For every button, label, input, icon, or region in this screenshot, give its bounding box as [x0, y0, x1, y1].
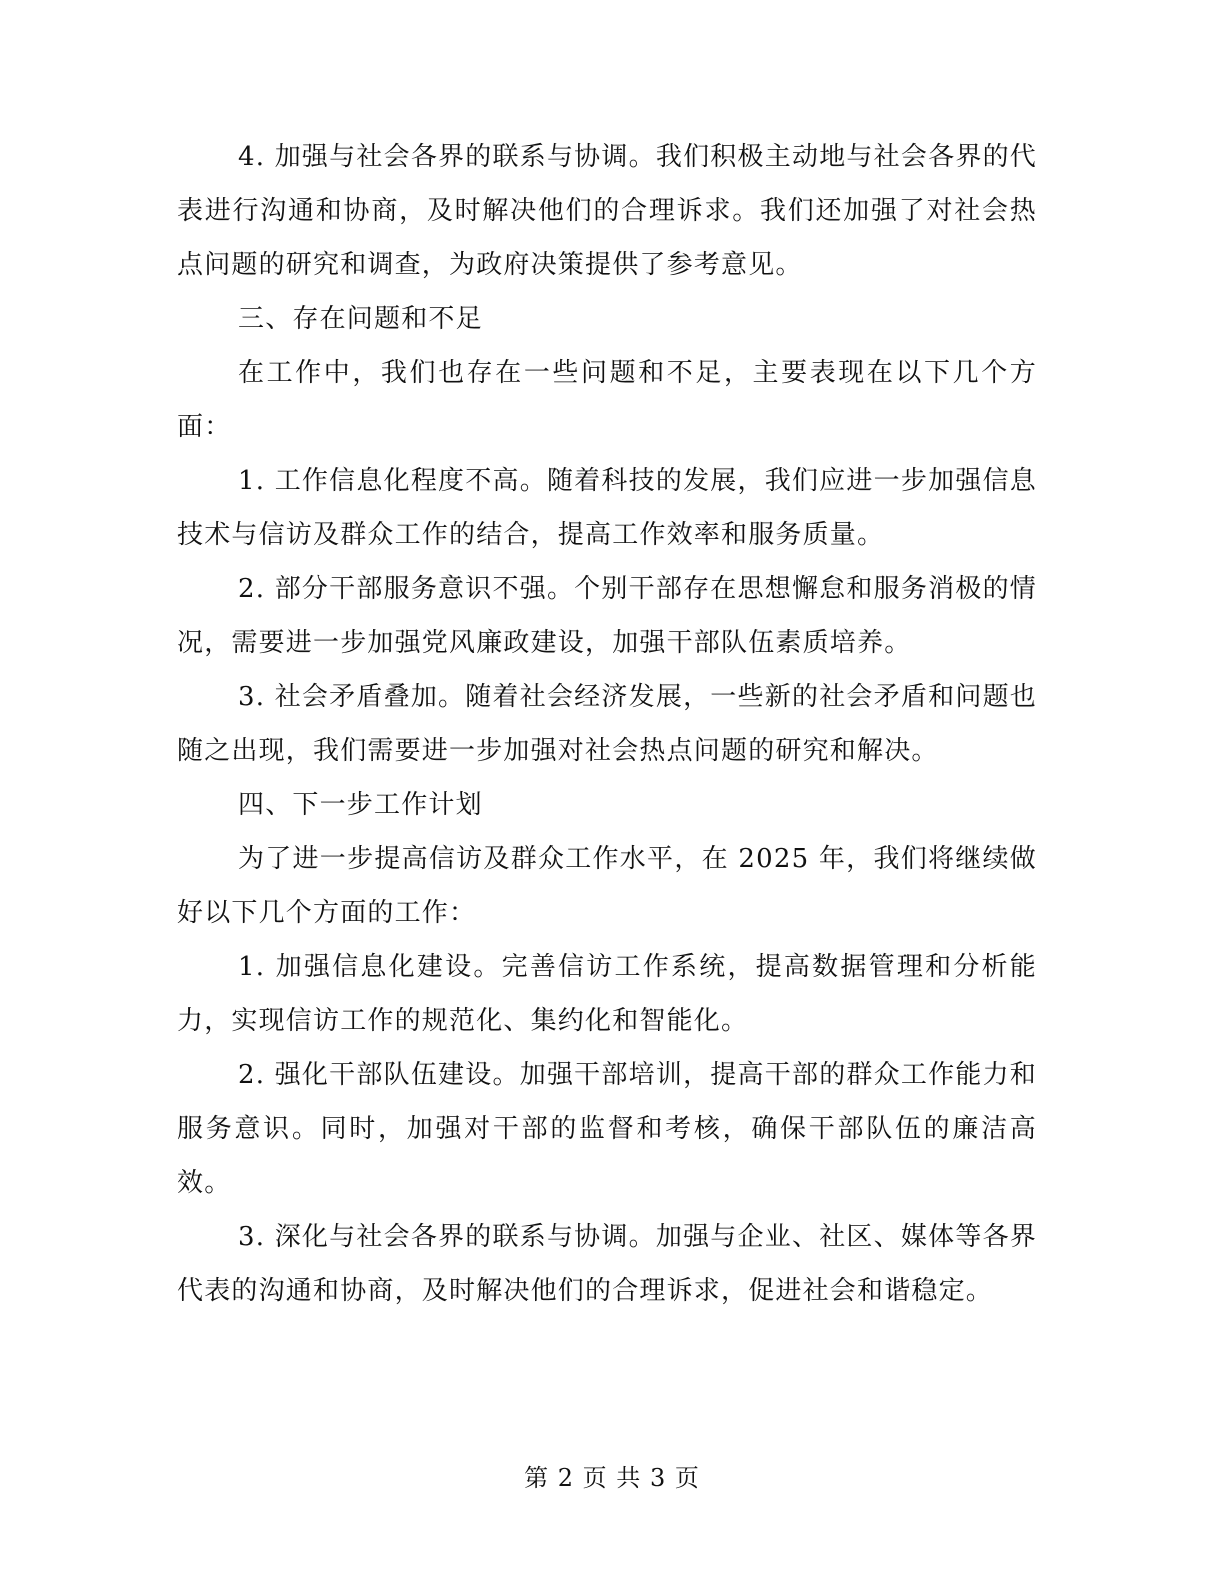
section-heading-problems: 三、存在问题和不足 [238, 304, 483, 334]
paragraph-plan-3: 3. 深化与社会各界的联系与协调。加强与企业、社区、媒体等各界代表的沟通和协商，及时解决他们的合理诉求，促进社会和谐稳定。 [177, 1222, 1037, 1306]
document-body [177, 130, 1037, 1318]
paragraph-item-4-liaison: 4. 加强与社会各界的联系与协调。我们积极主动地与社会各界的代表进行沟通和协商，及时解决他们的合理诉求。我们还加强了对社会热点问题的研究和调查，为政府决策提供了参考意见。 [177, 142, 1037, 280]
page-number-footer: 第 2 页 共 3 页 [524, 1464, 700, 1492]
paragraph-plan-1: 1. 加强信息化建设。完善信访工作系统，提高数据管理和分析能力，实现信访工作的规范化、集约化和智能化。 [177, 952, 1037, 1036]
paragraph-plan-intro: 为了进一步提高信访及群众工作水平，在 2025 年，我们将继续做好以下几个方面的工作： [177, 844, 1037, 928]
paragraph-problem-2: 2. 部分干部服务意识不强。个别干部存在思想懈怠和服务消极的情况，需要进一步加强党风廉政建设，加强干部队伍素质培养。 [177, 574, 1037, 658]
paragraph-plan-2: 2. 强化干部队伍建设。加强干部培训，提高干部的群众工作能力和服务意识。同时，加强对干部的监督和考核，确保干部队伍的廉洁高效。 [177, 1060, 1037, 1198]
paragraph-problems-intro: 在工作中，我们也存在一些问题和不足，主要表现在以下几个方面： [177, 358, 1037, 442]
paragraph-problem-3: 3. 社会矛盾叠加。随着社会经济发展，一些新的社会矛盾和问题也随之出现，我们需要进一步加强对社会热点问题的研究和解决。 [177, 682, 1037, 766]
section-heading-next-plan: 四、下一步工作计划 [238, 790, 483, 820]
paragraph-problem-1: 1. 工作信息化程度不高。随着科技的发展，我们应进一步加强信息技术与信访及群众工作的结合，提高工作效率和服务质量。 [177, 466, 1037, 550]
